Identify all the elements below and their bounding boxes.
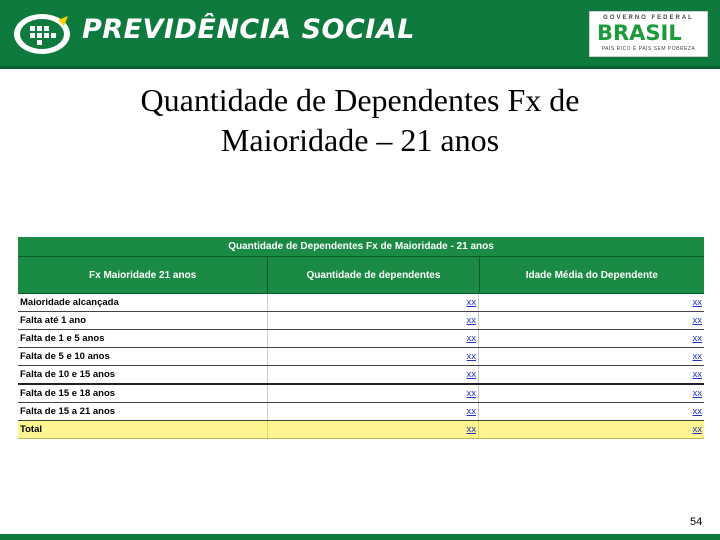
quantity-value: xx: [268, 403, 479, 420]
table-title: Quantidade de Dependentes Fx de Maioridade - 21 anos: [18, 237, 704, 256]
gov-slogan: PAÍS RICO É PAÍS SEM POBREZA: [601, 46, 696, 52]
table-row: [18, 330, 704, 348]
total-label: Total: [18, 421, 268, 438]
dependents-table: [18, 237, 704, 439]
table-row: [18, 385, 704, 403]
average-age-value: xx: [692, 351, 702, 362]
total-average-age-value: xx: [692, 424, 702, 435]
column-header-quantidade: Quantidade de dependentes: [268, 257, 479, 293]
row-label: Falta de 10 e 15 anos: [18, 366, 268, 383]
column-header-idade-media: Idade Média do Dependente: [525, 269, 658, 281]
header-rule: [0, 66, 720, 69]
row-label: Falta de 1 e 5 anos: [18, 330, 268, 347]
row-label: Falta até 1 ano: [18, 312, 268, 329]
slide-title-line2: Maioridade – 21 anos: [220, 122, 500, 158]
footer-bar: [0, 534, 720, 540]
quantity-value: xx: [268, 385, 479, 402]
table-row: [18, 312, 704, 330]
total-quantity-value: xx: [268, 421, 479, 438]
quantity-value: xx: [268, 312, 479, 329]
quantity-value: xx: [268, 330, 479, 347]
average-age-value: xx: [692, 369, 702, 380]
table-total-row: [18, 421, 704, 439]
row-label: Maioridade alcançada: [18, 294, 268, 311]
previdencia-logo-icon: [12, 12, 72, 56]
table-row: [18, 403, 704, 421]
table-row: [18, 366, 704, 385]
table-header-row: [18, 256, 704, 294]
table-row: [18, 348, 704, 366]
header-bar: [0, 0, 720, 68]
average-age-value: xx: [692, 297, 702, 308]
quantity-value: xx: [268, 294, 479, 311]
gov-brasil-word: BRASIL: [597, 21, 682, 45]
page-number: 54: [690, 516, 703, 528]
column-header-faixa: Fx Maioridade 21 anos: [18, 257, 268, 293]
average-age-value: xx: [692, 333, 702, 344]
gov-top-text: GOVERNO FEDERAL: [603, 15, 694, 21]
row-label: Falta de 15 e 18 anos: [18, 385, 268, 402]
quantity-value: xx: [268, 348, 479, 365]
governo-federal-logo: [589, 11, 708, 57]
table-row: [18, 294, 704, 312]
row-label: Falta de 5 e 10 anos: [18, 348, 268, 365]
average-age-value: xx: [692, 315, 702, 326]
average-age-value: xx: [692, 388, 702, 399]
quantity-value: xx: [268, 366, 479, 383]
row-label: Falta de 15 a 21 anos: [18, 403, 268, 420]
brand-title: PREVIDÊNCIA SOCIAL: [82, 14, 415, 45]
slide-title: [60, 80, 660, 160]
average-age-value: xx: [692, 406, 702, 417]
slide-title-line1: Quantidade de Dependentes Fx de: [140, 82, 580, 118]
